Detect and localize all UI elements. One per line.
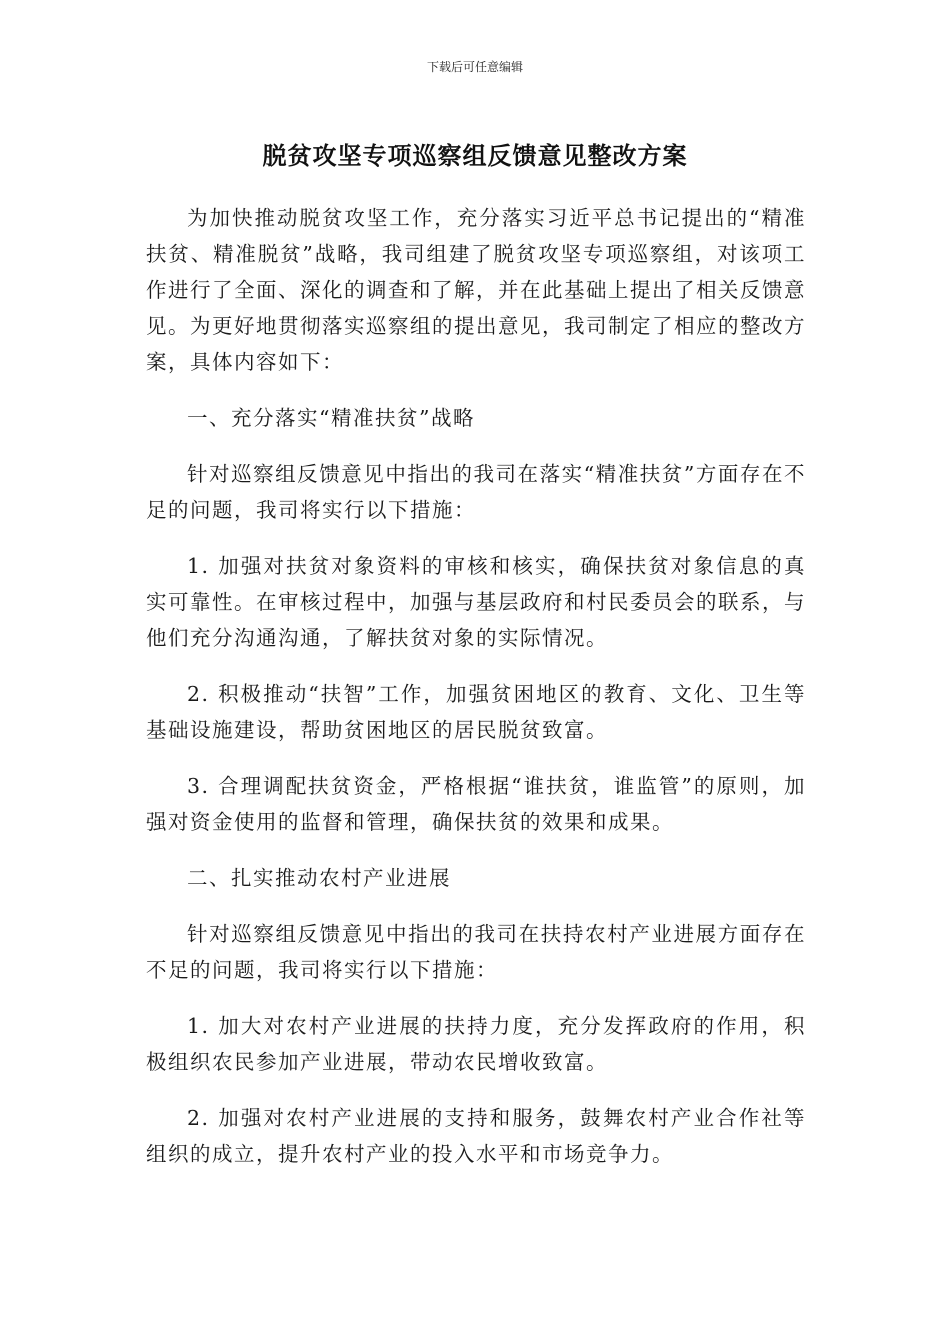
list-item: 2. 加强对农村产业进展的支持和服务，鼓舞农村产业合作社等组织的成立，提升农村产业的投入水平和市场竞争力。 [146,1106,806,1166]
list-item: 1. 加强对扶贫对象资料的审核和核实，确保扶贫对象信息的真实可靠性。在审核过程中，加强与基层政府和村民委员会的联系，与他们充分沟通沟通，了解扶贫对象的实际情况。 [146,554,806,650]
document-title: 脱贫攻坚专项巡察组反馈意见整改方案 [262,142,688,170]
section-heading-2: 二、扎实推动农村产业进展 [187,866,451,890]
paragraph: 针对巡察组反馈意见中指出的我司在落实“精准扶贫”方面存在不足的问题，我司将实行以下措施： [146,462,806,522]
list-item: 2. 积极推动“扶智”工作，加强贫困地区的教育、文化、卫生等基础设施建设，帮助贫困地区的居民脱贫致富。 [146,682,806,742]
document-body [146,200,806,1192]
paragraph: 针对巡察组反馈意见中指出的我司在扶持农村产业进展方面存在不足的问题，我司将实行以下措施： [146,922,806,982]
header-note: 下载后可任意编辑 [426,60,523,74]
list-item: 1. 加大对农村产业进展的扶持力度，充分发挥政府的作用，积极组织农民参加产业进展，带动农民增收致富。 [146,1014,806,1074]
paragraph-intro: 为加快推动脱贫攻坚工作，充分落实习近平总书记提出的“精准扶贫、精准脱贫”战略，我司组建了脱贫攻坚专项巡察组，对该项工作进行了全面、深化的调查和了解，并在此基础上提出了相关反馈意见。为更好地贯彻落实巡察组的提出意见，我司制定了相应的整改方案，具体内容如下： [146,206,806,374]
section-heading-1: 一、充分落实“精准扶贫”战略 [187,406,475,430]
list-item: 3. 合理调配扶贫资金，严格根据“谁扶贫，谁监管”的原则，加强对资金使用的监督和管理，确保扶贫的效果和成果。 [146,774,806,834]
